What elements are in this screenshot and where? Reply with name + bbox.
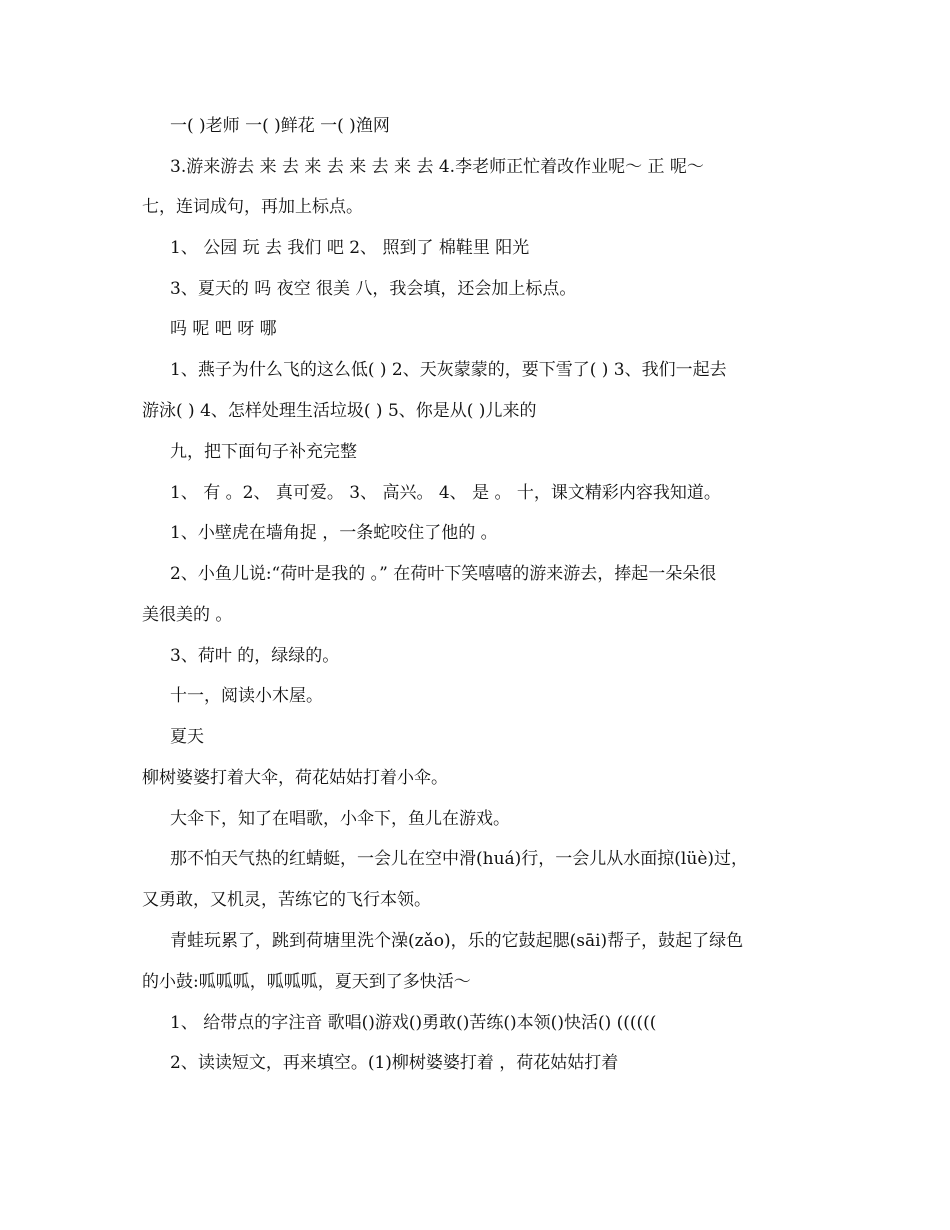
text-line: 吗 呢 吧 呀 哪 — [170, 319, 277, 339]
text-line: 1、小壁虎在墙角捉 ，一条蛇咬住了他的 。 — [170, 523, 498, 543]
text-line: 七，连词成句，再加上标点。 — [142, 197, 363, 217]
text-line: 大伞下，知了在唱歌，小伞下，鱼儿在游戏。 — [170, 809, 510, 829]
text-line: 3.游来游去 来 去 来 去 来 去 来 去 4.李老师正忙着改作业呢～ 正 呢～ — [170, 157, 704, 177]
text-line: 九，把下面句子补充完整 — [170, 442, 357, 462]
text-line: 3、荷叶 的，绿绿的。 — [170, 646, 340, 666]
text-line: 的小鼓:呱呱呱，呱呱呱，夏天到了多快活～ — [142, 972, 471, 992]
text-line: 1、 给带点的字注音 歌唱()游戏()勇敢()苦练()本领()快活() (((((( — [170, 1013, 657, 1033]
text-line: 十一，阅读小木屋。 — [170, 686, 323, 706]
text-line: 2、读读短文，再来填空。(1)柳树婆婆打着 ，荷花姑姑打着 — [170, 1053, 619, 1073]
text-line: 3、夏天的 吗 夜空 很美 八，我会填，还会加上标点。 — [170, 279, 577, 299]
text-line: 又勇敢，又机灵，苦练它的飞行本领。 — [142, 890, 431, 910]
text-line: 夏天 — [170, 727, 204, 747]
text-line: 青蛙玩累了，跳到荷塘里洗个澡(zǎo)，乐的它鼓起腮(sāi)帮子，鼓起了绿色 — [170, 931, 744, 951]
text-line: 美很美的 。 — [142, 605, 233, 625]
text-line: 1、 有 。2、 真可爱。 3、 高兴。 4、 是 。 十，课文精彩内容我知道。 — [170, 483, 721, 503]
text-line: 1、燕子为什么飞的这么低( ) 2、天灰蒙蒙的，要下雪了( ) 3、我们一起去 — [170, 360, 727, 380]
text-line: 游泳( ) 4、怎样处理生活垃圾( ) 5、你是从( )儿来的 — [142, 401, 537, 421]
text-line: 一( )老师 一( )鲜花 一( )渔网 — [170, 116, 390, 136]
text-line: 柳树婆婆打着大伞，荷花姑姑打着小伞。 — [142, 768, 448, 788]
text-line: 1、 公园 玩 去 我们 吧 2、 照到了 棉鞋里 阳光 — [170, 238, 530, 258]
text-line: 2、小鱼儿说:“荷叶是我的 。” 在荷叶下笑嘻嘻的游来游去，捧起一朵朵很 — [170, 564, 717, 584]
text-line: 那不怕天气热的红蜻蜓，一会儿在空中滑(huá)行，一会儿从水面掠(lüè)过， — [170, 849, 749, 869]
